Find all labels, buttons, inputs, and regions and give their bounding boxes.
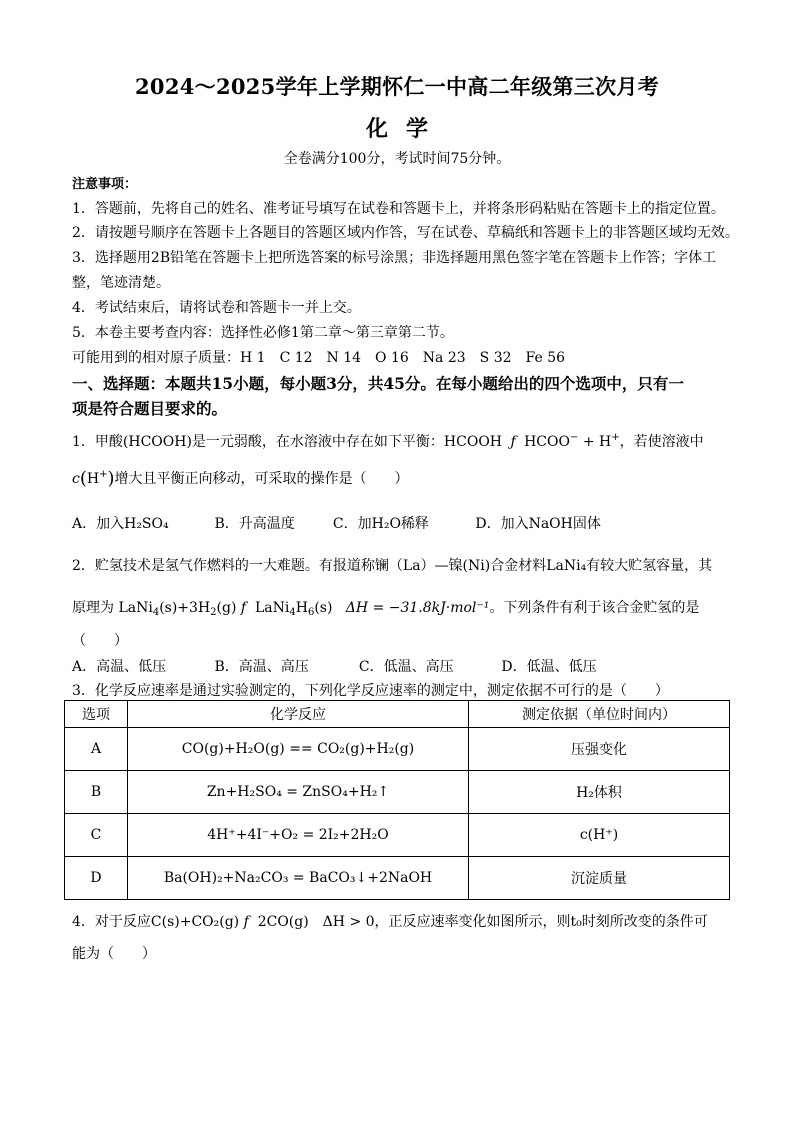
table-cell-option: A [65,728,128,771]
question-2-stem-cont: 原理为 $LaNi_4(s)+3H_2(g)$ f $LaNi_4H_6(s) \Delta H = -31.8kJ\cdot mol^{-1}$。下列条件有利于该合金贮氢的是 [72,600,700,618]
table-row [65,857,730,900]
notice-item: 5．本卷主要考查内容：选择性必修1第二章～第三章第二节。 [72,325,454,341]
option-b[interactable]: B．升高温度 [214,516,295,532]
option-a[interactable]: A．加入H₂SO₄ [72,516,169,532]
table-row [65,728,730,771]
table-header: 测定依据（单位时间内） [469,701,730,728]
question-4-stem: 4．对于反应C(s)+CO₂(g) f 2CO(g) ΔH > 0，正反应速率变化如图所示，则t₀时刻所改变的条件可 [72,914,708,930]
question-1-options [72,513,601,533]
question-2-paren: （ ） [72,633,128,649]
table-cell-option: D [65,857,128,900]
question-1-stem: 1．甲酸(HCOOH)是一元弱酸，在水溶液中存在如下平衡：HCOOH ƒ HCOO− + H+，若使溶液中 [72,432,704,450]
atomic-masses: 可能用到的相对原子质量：H 1 C 12 N 14 O 16 Na 23 S 32 Fe 56 [72,350,566,366]
option-c[interactable]: C．加H₂O稀释 [332,516,429,532]
equilibrium-arrow: ƒ [510,434,516,450]
option-b[interactable]: B．高温、高压 [214,659,309,675]
question-3-table [64,700,730,900]
table-cell-reaction: Zn+H₂SO₄ = ZnSO₄+H₂↑ [128,771,469,814]
table-header: 选项 [65,701,128,728]
notice-item: 2．请按题号顺序在答题卡上各题目的答题区域内作答，写在试卷、草稿纸和答题卡上的非答题区域均无效。 [72,225,739,241]
table-cell-reaction: 4H⁺+4I⁻+O₂ = 2I₂+2H₂O [128,814,469,857]
table-cell-basis: 压强变化 [469,728,730,771]
section-heading: 项是符合题目要求的。 [72,399,228,418]
table-header-row [65,701,730,728]
table-row [65,771,730,814]
question-3-stem: 3．化学反应速率是通过实验测定的，下列化学反应速率的测定中，测定依据不可行的是（ ） [72,683,669,699]
notice-item: 3．选择题用2B铅笔在答题卡上把所选答案的标号涂黑；非选择题用黑色签字笔在答题卡上作答；字体工 [72,250,717,266]
question-2-options [72,656,597,676]
option-d[interactable]: D．加入NaOH固体 [475,516,601,532]
table-cell-basis: 沉淀质量 [469,857,730,900]
table-cell-reaction: Ba(OH)₂+Na₂CO₃ = BaCO₃↓+2NaOH [128,857,469,900]
exam-info: 全卷满分100分，考试时间75分钟。 [283,151,511,167]
notice-heading: 注意事项： [72,177,138,192]
subject-title: 化学 [365,116,446,142]
table-cell-option: B [65,771,128,814]
notice-item: 4．考试结束后，请将试卷和答题卡一并上交。 [72,300,361,316]
page-title: 2024～2025学年上学期怀仁一中高二年级第三次月考 [135,74,659,99]
question-1-stem-cont: c(H+)增大且平衡正向移动，可采取的操作是（ ） [72,468,409,489]
table-cell-option: C [65,814,128,857]
option-a[interactable]: A．高温、低压 [72,659,167,675]
option-c[interactable]: C．低温、高压 [358,659,454,675]
table-header: 化学反应 [128,701,469,728]
option-d[interactable]: D．低温、低压 [501,659,597,675]
section-heading: 一、选择题：本题共15小题，每小题3分，共45分。在每小题给出的四个选项中，只有一 [72,374,684,393]
table-cell-reaction: CO(g)+H₂O(g) == CO₂(g)+H₂(g) [128,728,469,771]
question-4-stem-cont: 能为（ ） [72,946,156,962]
table-cell-basis: H₂体积 [469,771,730,814]
question-2-stem: 2．贮氢技术是氢气作燃料的一大难题。有报道称镧（La）—镍(Ni)合金材料LaNi₄有较大贮氢容量，其 [72,558,713,574]
table-row [65,814,730,857]
notice-item: 整，笔迹清楚。 [72,275,170,291]
table-cell-basis: c(H⁺) [469,814,730,857]
notice-item: 1．答题前，先将自己的姓名、准考证号填写在试卷和答题卡上，并将条形码粘贴在答题卡上的指定位置。 [72,201,725,217]
